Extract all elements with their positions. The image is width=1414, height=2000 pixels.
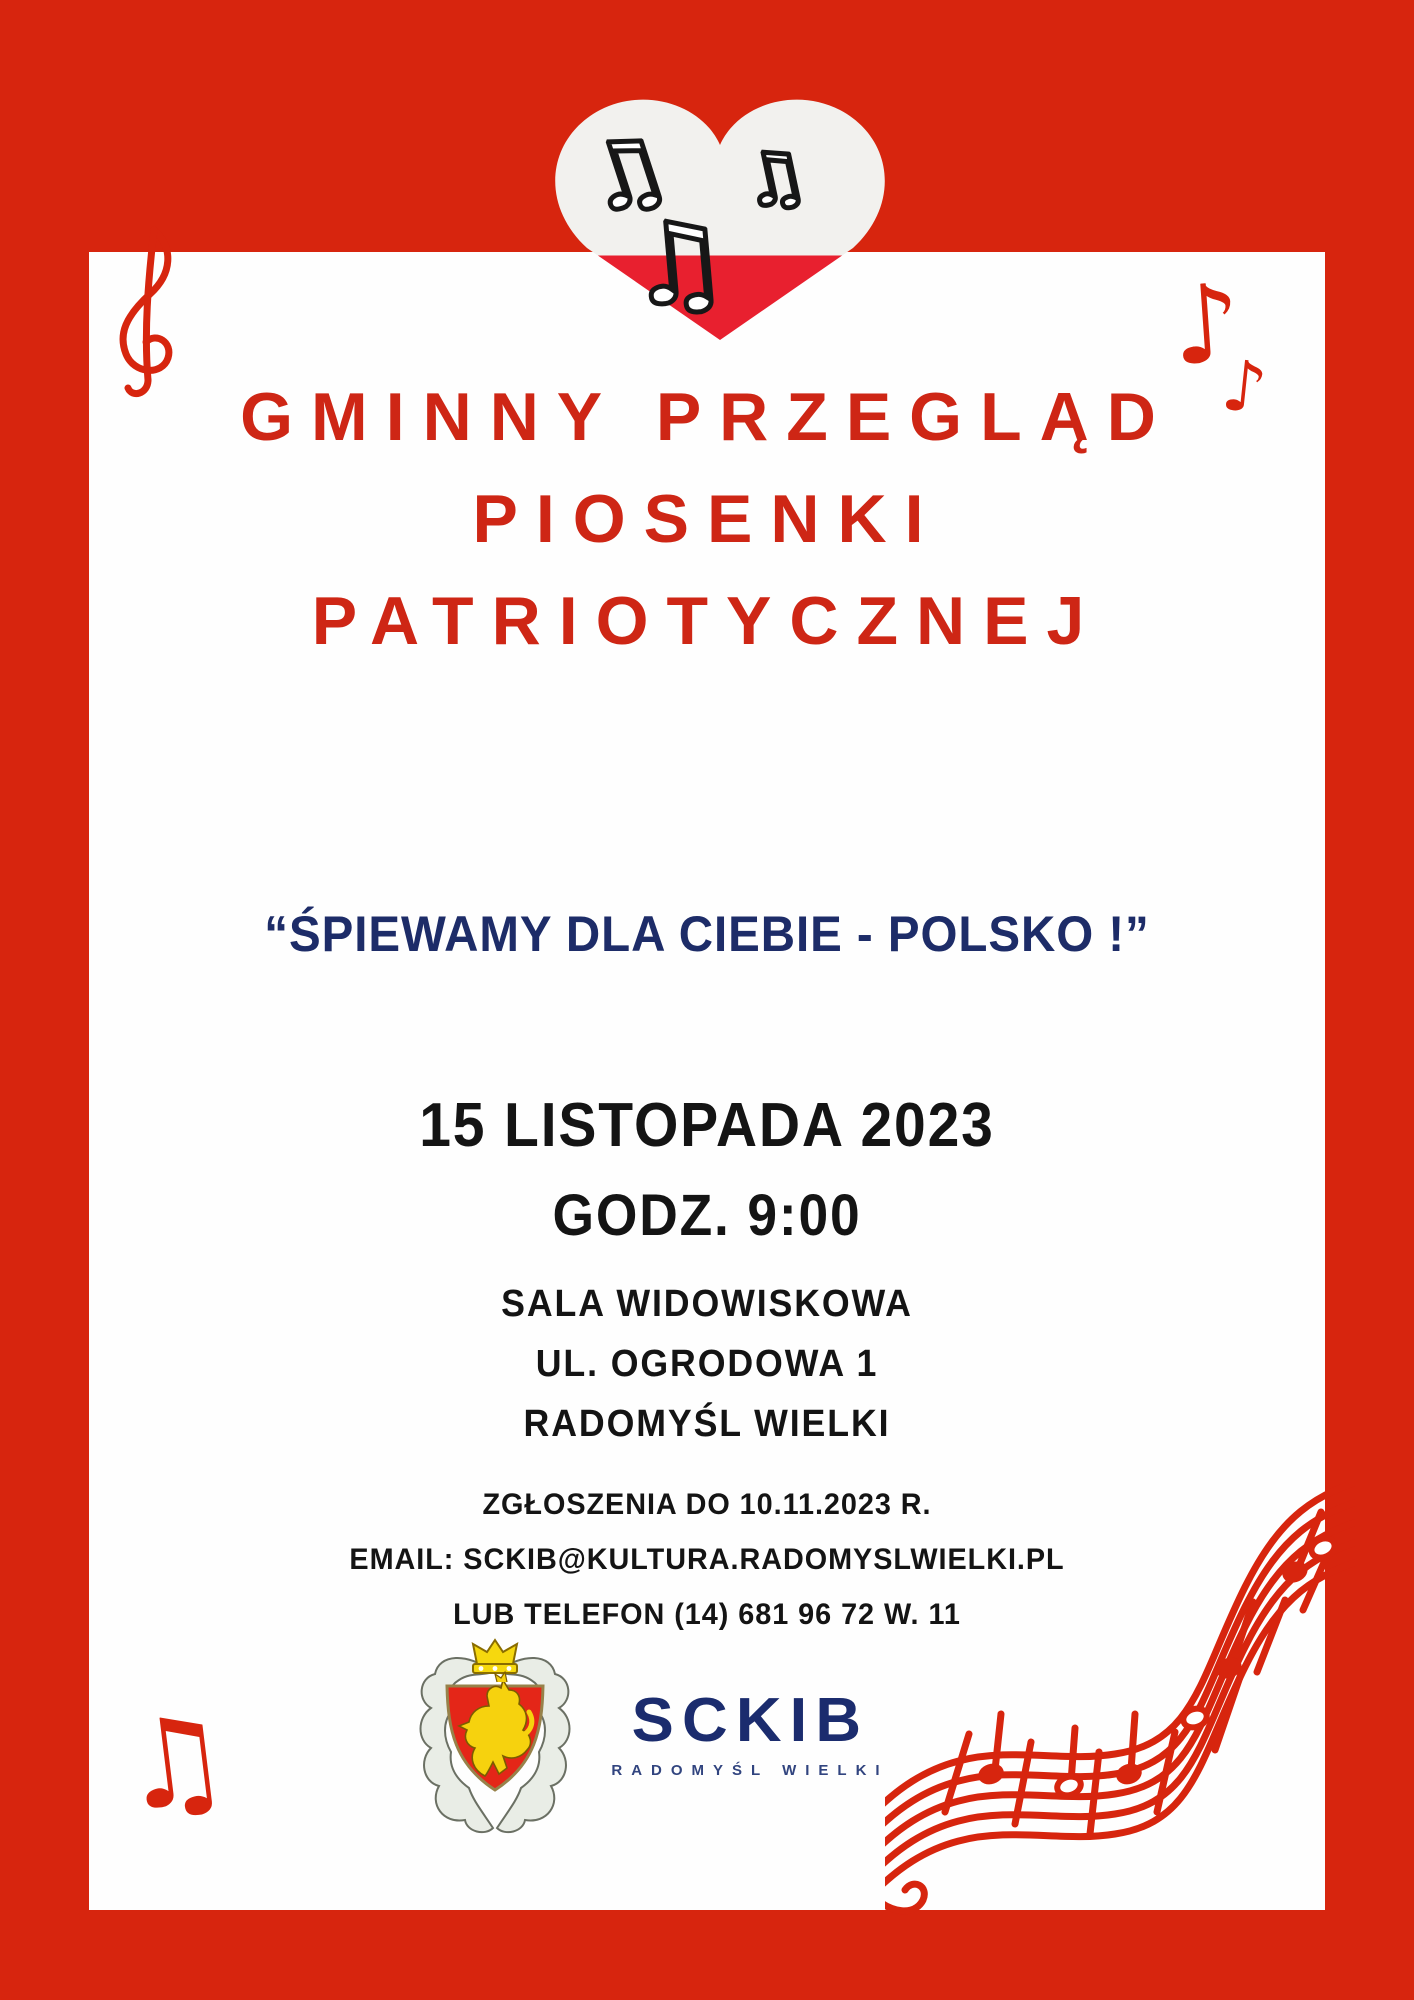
venue-line-3: RADOMYŚL WIELKI xyxy=(523,1403,891,1445)
beamed-note-red-icon: ♫ xyxy=(111,1685,238,1841)
sckib-logo xyxy=(600,1685,900,1779)
venue-line-2: UL. OGRODOWA 1 xyxy=(535,1343,879,1385)
applications-deadline: ZGŁOSZENIA DO 10.11.2023 R. xyxy=(482,1488,932,1521)
title-line-2: PIOSENKI xyxy=(472,481,942,557)
crest-crown xyxy=(473,1640,517,1673)
title-line-3: PATRIOTYCZNEJ xyxy=(311,583,1103,659)
sckib-caption-text: RADOMYŚL WIELKI xyxy=(611,1762,889,1779)
music-staff-wave-graphic xyxy=(885,1482,1355,1922)
single-note-small-icon: ♪ xyxy=(1217,343,1271,431)
treble-clef-icon xyxy=(92,222,212,402)
single-note-outline-icon: ♫ xyxy=(733,130,815,226)
sckib-brand-text: SCKIB xyxy=(631,1686,869,1755)
applications-email: EMAIL: SCKIB@KULTURA.RADOMYSLWIELKI.PL xyxy=(349,1543,1065,1576)
beamed-note-outline-icon: ♫ xyxy=(570,109,682,238)
single-note-icon: ♪ xyxy=(1167,260,1246,391)
applications-phone: LUB TELEFON (14) 681 96 72 W. 11 xyxy=(453,1598,961,1631)
beamed-note-white-icon: ♫ xyxy=(622,194,734,334)
venue-line-1: SALA WIDOWISKOWA xyxy=(501,1283,913,1325)
title-line-1: GMINNY PRZEGLĄD xyxy=(240,379,1174,455)
coat-of-arms-icon xyxy=(415,1638,575,1838)
event-time: GODZ. 9:00 xyxy=(552,1183,862,1248)
subtitle: “ŚPIEWAMY DLA CIEBIE - POLSKO !” xyxy=(264,906,1150,962)
event-date: 15 LISTOPADA 2023 xyxy=(419,1091,995,1160)
